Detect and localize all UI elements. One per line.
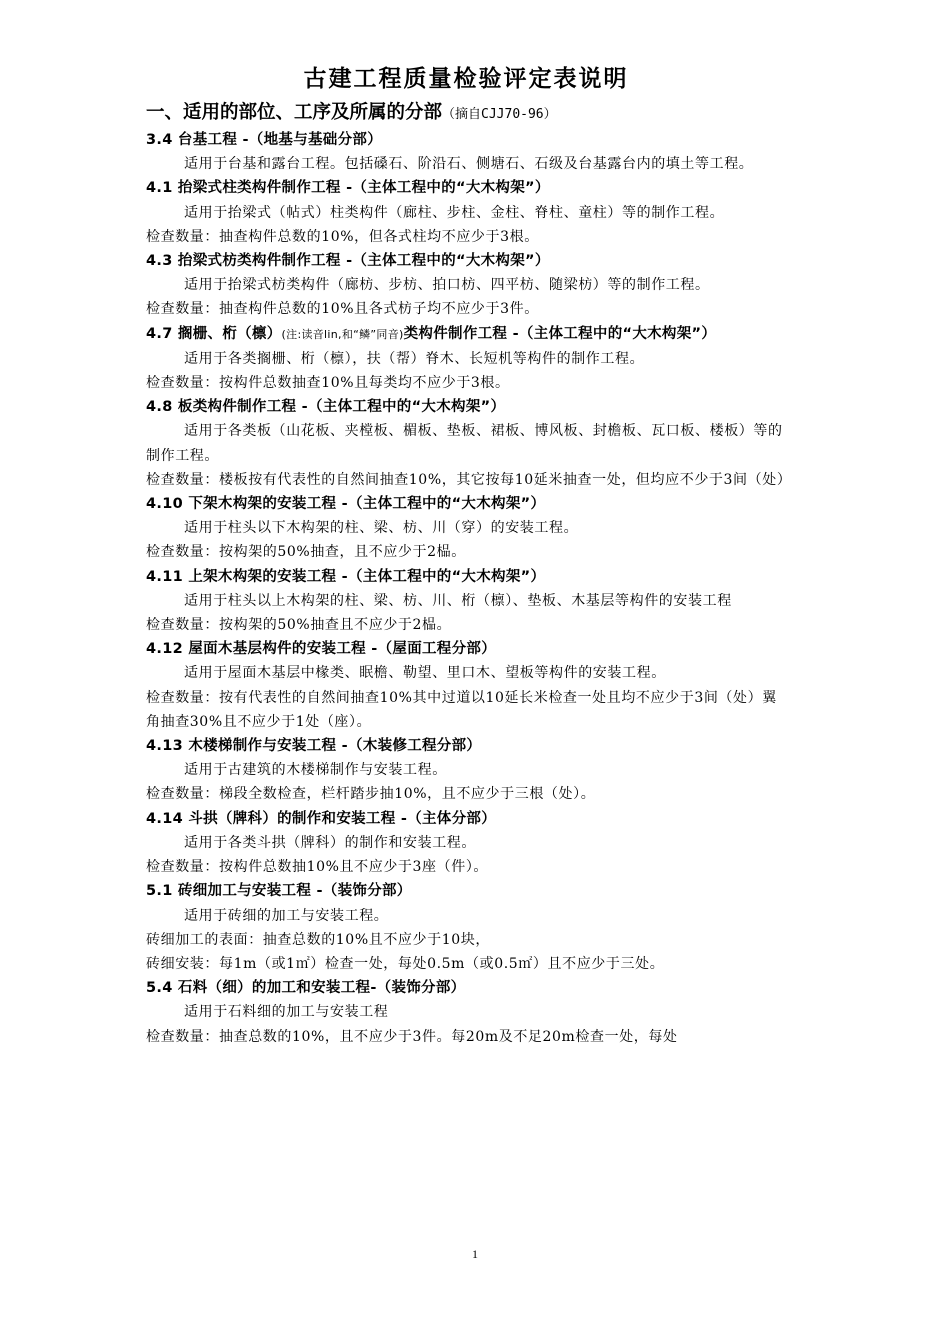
- item-heading-text: 4.3 抬梁式枋类构件制作工程 -（主体工程中的“大木构架”）: [146, 253, 550, 270]
- item-heading: [146, 565, 786, 589]
- item-heading-text: 4.12 屋面木基层构件的安装工程 -（屋面工程分部）: [146, 641, 496, 658]
- item-inspection-note: 检查数量：梯段全数检查，栏杆踏步抽10%，且不应少于三根（处）。: [146, 786, 596, 803]
- item-heading: [146, 976, 786, 1000]
- item-description: 适用于柱头以下木构架的柱、梁、枋、川（穿）的安装工程。: [184, 520, 579, 537]
- item-heading-note: (注:读音lin,和“鳞”同音): [281, 327, 404, 341]
- item-heading-text: 3.4 台基工程 -（地基与基础分部）: [146, 132, 382, 148]
- section-heading: [146, 100, 786, 128]
- item-heading-text: 4.13 木楼梯制作与安装工程 -（木装修工程分部）: [146, 738, 482, 755]
- item-description: 适用于抬梁式（帖式）柱类构件（廊柱、步柱、金柱、脊柱、童柱）等的制作工程。: [184, 204, 725, 221]
- item-description: 适用于屋面木基层中椽类、眠檐、勒望、里口木、望板等构件的安装工程。: [184, 665, 666, 682]
- item-description: 适用于石料细的加工与安装工程: [184, 1004, 389, 1021]
- item-heading: [146, 807, 786, 831]
- item-list: [146, 128, 792, 1049]
- page-title: 古建工程质量检验评定表说明: [303, 66, 629, 92]
- item-heading-text: 4.14 斗拱（牌科）的制作和安装工程 -（主体分部）: [146, 810, 496, 827]
- item-inspection-note: 检查数量：抽查构件总数的10%，但各式柱均不应少于3根。: [146, 228, 539, 245]
- item-inspection-note: 检查数量：按构架的50%抽查且不应少于2榀。: [146, 617, 452, 634]
- item-inspection-note: 检查数量：抽查总数的10%，且不应少于3件。每20m及不足20m检查一处，每处: [146, 1028, 678, 1045]
- item-heading: [146, 395, 786, 419]
- document-body: [146, 62, 792, 1049]
- item-description: 适用于各类斗拱（牌科）的制作和安装工程。: [184, 834, 476, 851]
- item-heading: [146, 637, 786, 661]
- item-heading: [146, 249, 786, 273]
- page-number: 1: [472, 1247, 478, 1261]
- item-heading-text: 5.1 砖细加工与安装工程 -（装饰分部）: [146, 883, 412, 900]
- item-heading-tail: 类构件制作工程 -（主体工程中的“大木构架”）: [403, 325, 717, 342]
- item-inspection-note: 检查数量：按有代表性的自然间抽查10%其中过道以10延长米检查一处且均不应少于3间（处）翼角抽查30%且不应少于1处（座）。: [146, 689, 777, 730]
- item-description: 适用于各类搁栅、桁（檩），扶（帮）脊木、长短机等构件的制作工程。: [184, 350, 645, 367]
- item-inspection-note: 检查数量：楼板按有代表性的自然间抽查10%，其它按每10延米抽查一处，但均应不少于3间（处）: [146, 471, 792, 488]
- item-heading: [146, 322, 786, 347]
- item-description: 适用于柱头以上木构架的柱、梁、枋、川、桁（檩）、垫板、木基层等构件的安装工程: [184, 592, 732, 609]
- item-inspection-note: 检查数量：按构件总数抽10%且不应少于3座（件）。: [146, 859, 489, 876]
- item-heading: [146, 734, 786, 758]
- item-heading: [146, 128, 786, 152]
- item-heading: [146, 879, 786, 903]
- item-inspection-note: 砖细加工的表面：抽查总数的10%且不应少于10块，: [146, 931, 490, 948]
- item-inspection-note: 砖细安装：每1m（或1㎡）检查一处，每处0.5m（或0.5㎡）且不应少于三处。: [146, 955, 665, 972]
- item-heading-text: 4.11 上架木构架的安装工程 -（主体工程中的“大木构架”）: [146, 568, 546, 585]
- item-heading-text: 4.8 板类构件制作工程 -（主体工程中的“大木构架”）: [146, 399, 506, 416]
- section-heading-source-note: （摘自CJJ70-96）: [442, 107, 557, 122]
- item-inspection-note: 检查数量：抽查构件总数的10%且各式枋子均不应少于3件。: [146, 301, 539, 318]
- item-heading-text: 4.1 抬梁式柱类构件制作工程 -（主体工程中的“大木构架”）: [146, 180, 550, 197]
- item-heading-text: 4.10 下架木构架的安装工程 -（主体工程中的“大木构架”）: [146, 496, 546, 513]
- item-inspection-note: 检查数量：按构架的50%抽查，且不应少于2榀。: [146, 544, 466, 561]
- item-description: 适用于台基和露台工程。包括磉石、阶沿石、侧塘石、石级及台基露台内的填土等工程。: [184, 156, 754, 173]
- item-description: 适用于古建筑的木楼梯制作与安装工程。: [184, 762, 447, 779]
- item-description: 适用于砖细的加工与安装工程。: [184, 907, 389, 924]
- item-heading-text: 4.7 搁栅、桁（檩）: [146, 325, 282, 342]
- section-heading-text: 一、适用的部位、工序及所属的分部: [146, 102, 443, 123]
- item-inspection-note: 检查数量：按构件总数抽查10%且每类均不应少于3根。: [146, 375, 510, 392]
- item-heading-text: 5.4 石料（细）的加工和安装工程-（装饰分部）: [146, 980, 466, 997]
- item-description: 适用于各类板（山花板、夹樘板、楣板、垫板、裙板、博风板、封檐板、瓦口板、楼板）等的制作工程。: [146, 423, 783, 464]
- item-description: 适用于抬梁式枋类构件（廊枋、步枋、拍口枋、四平枋、随梁枋）等的制作工程。: [184, 277, 710, 294]
- item-heading: [146, 176, 786, 200]
- item-heading: [146, 492, 786, 516]
